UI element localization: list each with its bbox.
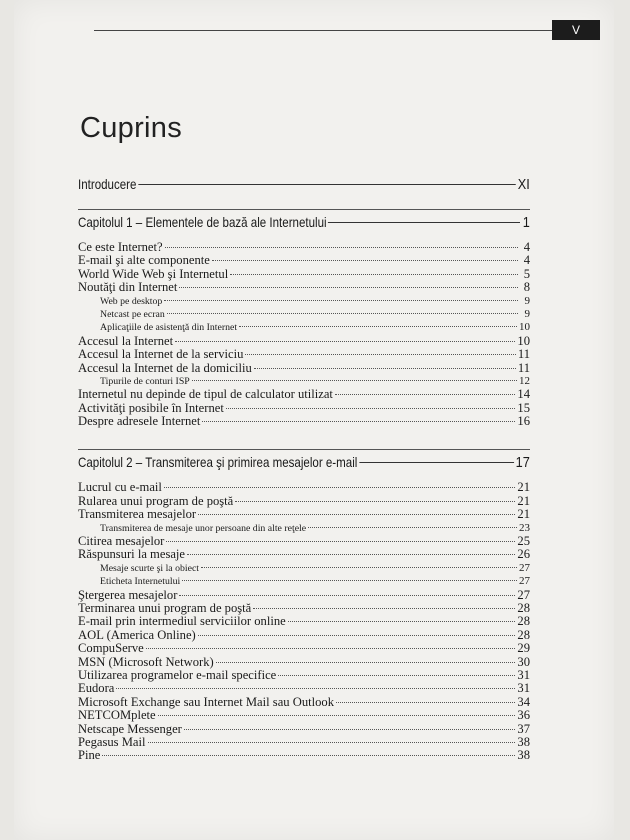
leader-dots [158,715,516,716]
leader-dots [198,635,516,636]
leader-dots [308,527,517,528]
toc-entry-page: 9 [524,294,530,307]
toc-entry [78,723,530,736]
toc-entry-label: Citirea mesajelor [78,534,165,549]
toc-entry-page: 15 [517,400,530,415]
leader-dots [226,408,516,409]
toc-entry-label: Accesul la Internet [78,333,174,348]
toc-intro-page: XI [517,176,530,193]
leader-dots [216,662,516,663]
toc-intro-label: Introducere [78,177,137,192]
toc-entry-label: Tipurile de conturi ISP [100,375,190,387]
toc-entry-label: Internetul nu depinde de tipul de calculator utilizat [78,387,333,402]
toc-entry-label: MSN (Microsoft Network) [78,654,214,669]
toc-entry-label: World Wide Web şi Internetul [78,266,229,281]
leader-dots [359,462,514,463]
toc-entry-label: Microsoft Exchange sau Internet Mail sau Outlook [78,694,335,709]
toc-entry [78,295,530,308]
toc-entry [78,362,530,375]
toc-entry-page: 12 [519,374,530,387]
toc-entry-label: Ce este Internet? [78,240,163,254]
toc-entry [78,415,530,428]
chapter-1-page: 1 [522,214,530,231]
toc-entry-label: NETCOMplete [78,708,156,723]
toc-entry-label: Netscape Messenger [78,721,182,736]
leader-dots [254,368,516,369]
toc-entry-label: E-mail prin intermediul serviciilor online [78,614,286,629]
toc-entry-page: 34 [517,694,530,709]
toc-entry-page: 10 [519,321,530,334]
leader-dots [146,648,516,649]
toc-entry-label: Terminarea unui program de poştă [78,600,252,615]
toc-entry [78,375,530,388]
toc-entry-page: 4 [523,240,530,254]
toc-entry-label: Noutăţi din Internet [78,280,178,295]
toc-entry-page: 36 [517,708,530,723]
toc-entry-label: AOL (America Online) [78,627,196,642]
toc-entry [78,602,530,615]
toc-entry-page: 23 [519,521,530,534]
toc-entry [78,335,530,348]
leader-dots [335,394,515,395]
toc-entry-label: Pine [78,748,101,763]
toc-entry [78,495,530,508]
toc-entry [78,281,530,294]
leader-dots [187,554,515,555]
leader-dots [164,300,518,301]
leader-dots [165,247,518,248]
toc-entry [78,709,530,722]
toc-entry-label: CompuServe [78,641,144,656]
chapter-rule [78,449,530,450]
toc-entry [78,522,530,535]
toc-entry [78,241,530,254]
leader-dots [253,608,515,609]
toc-entry [78,268,530,281]
toc-entry [78,348,530,361]
table-of-contents [78,176,530,763]
header-rule [94,30,552,31]
toc-entry-page: 37 [517,721,530,736]
toc-entry [78,388,530,401]
leader-dots [179,287,518,288]
toc-intro [78,176,530,194]
toc-entry-label: Mesaje scurte şi la obiect [100,562,200,574]
toc-entry-page: 11 [517,360,530,375]
toc-entry [78,562,530,575]
toc-entry-page: 31 [517,681,530,696]
toc-entry-page: 27 [519,575,530,588]
toc-entry-page: 5 [523,266,530,281]
toc-entry-page: 9 [524,307,530,320]
toc-entry-label: Ştergerea mesajelor [78,587,178,602]
toc-entry-page: 30 [517,654,530,669]
page-number: V [571,23,580,37]
chapter-1-label: Capitolul 1 – Elementele de bază ale Internetului [78,215,327,230]
toc-entry-label: Transmiterea mesajelor [78,507,197,522]
toc-entry [78,535,530,548]
toc-entry [78,508,530,521]
toc-entry-label: Web pe desktop [100,295,163,307]
toc-entry-page: 28 [517,600,530,615]
toc-entry-label: Lucrul cu e-mail [78,480,162,495]
toc-entry-label: Despre adresele Internet [78,414,201,429]
leader-dots [328,222,519,223]
leader-dots [230,274,518,275]
leader-dots [179,595,515,596]
toc-entry-page: 31 [517,667,530,682]
leader-dots [116,688,515,689]
leader-dots [235,501,515,502]
chapter-rule [78,209,530,210]
toc-entry-label: Netcast pe ecran [100,308,165,320]
leader-dots [245,354,515,355]
toc-entry [78,615,530,628]
toc-entry-page: 38 [517,748,530,763]
toc-entry-label: Utilizarea programelor e-mail specifice [78,667,277,682]
toc-entry [78,749,530,762]
toc-entry-label: Activităţi posibile în Internet [78,400,224,415]
toc-entry-page: 8 [523,280,530,295]
leader-dots [239,326,517,327]
toc-entry-page: 38 [517,734,530,749]
toc-entry [78,696,530,709]
page-title: Cuprins [80,112,183,144]
toc-entry-page: 21 [517,507,530,522]
leader-dots [198,514,515,515]
leader-dots [138,184,516,185]
leader-dots [278,675,515,676]
toc-entry-page: 4 [523,253,530,268]
toc-entry [78,682,530,695]
leader-dots [148,742,516,743]
toc-entry-label: Aplicaţiile de asistenţă din Internet [100,322,238,334]
toc-entry-label: Rularea unui program de poştă [78,493,234,508]
toc-entry [78,629,530,642]
toc-entry [78,642,530,655]
leader-dots [288,621,516,622]
toc-entry [78,589,530,602]
leader-dots [184,729,516,730]
toc-entry-page: 11 [517,347,530,362]
toc-entry [78,321,530,334]
page-number-tab [552,20,600,40]
chapter-2-entries [78,481,530,762]
leader-dots [336,702,515,703]
toc-entry-label: Accesul la Internet de la domiciliu [78,360,252,375]
toc-entry-page: 16 [517,414,530,429]
toc-entry-label: Eticheta Internetului [100,576,181,588]
toc-entry [78,402,530,415]
leader-dots [164,487,515,488]
leader-dots [166,541,515,542]
toc-entry-label: Transmiterea de mesaje unor persoane din alte reţele [100,522,307,534]
toc-entry-page: 28 [517,627,530,642]
toc-entry-page: 21 [517,493,530,508]
leader-dots [192,380,517,381]
leader-dots [212,260,518,261]
toc-entry-page: 26 [517,547,530,562]
toc-entry-page: 29 [517,641,530,656]
toc-entry-label: Răspunsuri la mesaje [78,547,186,562]
toc-chapter-2 [78,454,530,472]
leader-dots [167,313,518,314]
toc-entry-page: 27 [517,587,530,602]
toc-entry-page: 14 [517,387,530,402]
toc-entry-label: Accesul la Internet de la serviciu [78,347,244,362]
toc-entry-label: E-mail şi alte componente [78,253,210,268]
toc-entry-page: 10 [517,333,530,348]
toc-entry-label: Eudora [78,681,115,696]
leader-dots [202,421,515,422]
toc-entry [78,575,530,588]
toc-entry-page: 21 [517,480,530,495]
toc-entry [78,308,530,321]
leader-dots [102,755,515,756]
toc-entry-page: 25 [517,534,530,549]
toc-entry-page: 28 [517,614,530,629]
chapter-2-label: Capitolul 2 – Transmiterea şi primirea mesajelor e-mail [78,455,358,471]
toc-entry [78,481,530,494]
toc-entry [78,548,530,561]
chapter-2-page: 17 [515,454,530,472]
leader-dots [201,567,517,568]
toc-entry [78,669,530,682]
toc-entry [78,254,530,267]
toc-entry [78,736,530,749]
leader-dots [175,341,515,342]
toc-entry [78,656,530,669]
toc-chapter-1 [78,214,530,232]
leader-dots [182,580,517,581]
chapter-1-entries [78,241,530,428]
toc-entry-label: Pegasus Mail [78,734,146,749]
toc-entry-page: 27 [519,561,530,574]
